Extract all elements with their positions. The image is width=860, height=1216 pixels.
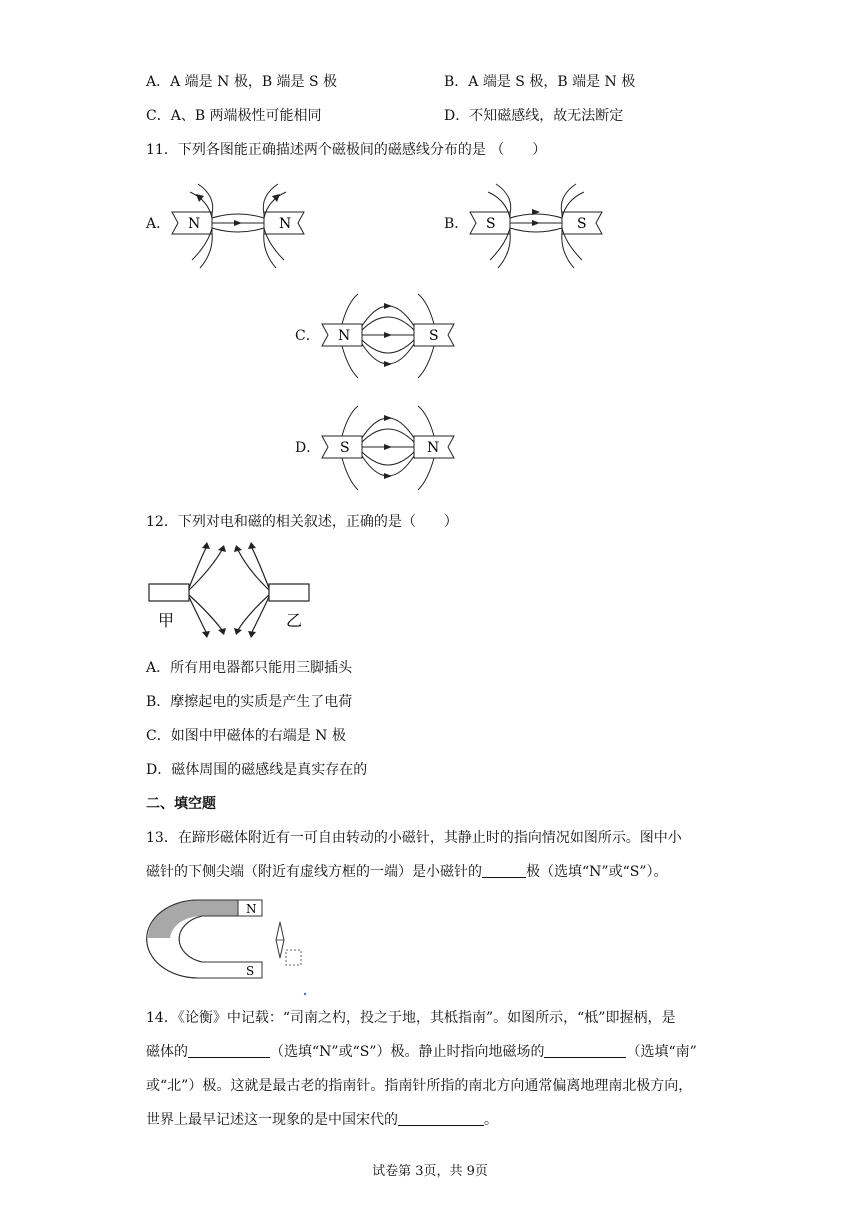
q14-answer-blank-3[interactable] — [398, 1111, 484, 1126]
q13-figure — [146, 898, 316, 998]
q12-label-jia: 甲 — [158, 611, 175, 630]
q13-line2 — [146, 862, 667, 882]
q11-c-left-pole: N — [338, 328, 351, 344]
q14-answer-blank-2[interactable] — [544, 1043, 626, 1058]
q10-option-d: D．不知磁感线，故无法断定 — [444, 108, 624, 124]
q10-option-c: C．A、B 两端极性可能相同 — [146, 108, 322, 124]
q12-figure — [146, 540, 336, 640]
q11-stem: 11．下列各图能正确描述两个磁极间的磁感线分布的是 （ ） — [146, 142, 547, 158]
q14-line2-mid: （选填“N”或“S”）极。静止时指向地磁场的 — [270, 1044, 545, 1060]
q11-d-right-pole: N — [427, 440, 440, 456]
q11-label-d: D． — [295, 440, 321, 456]
q11-label-b: B． — [444, 216, 469, 232]
q11-figure-b — [466, 178, 606, 270]
q10-option-b: B．A 端是 S 极，B 端是 N 极 — [444, 74, 636, 90]
q14-line4 — [146, 1110, 498, 1130]
page-footer: 试卷第 3页，共 9页 — [372, 1164, 488, 1179]
q11-figure-a — [168, 178, 308, 270]
q14-line3: 或“北”）极。这就是最古老的指南针。指南针所指的南北方向通常偏离地理南北极方向， — [146, 1078, 693, 1094]
q11-a-left-pole: N — [188, 216, 201, 232]
section-title: 二、填空题 — [146, 796, 216, 812]
q14-line2-post: （选填“南” — [626, 1044, 697, 1060]
q13-line1: 13．在蹄形磁体附近有一可自由转动的小磁针，其静止时的指向情况如图所示。图中小 — [146, 830, 682, 846]
q12-option-a: A．所有用电器都只能用三脚插头 — [146, 660, 353, 676]
q12-stem: 12．下列对电和磁的相关叙述，正确的是（ ） — [146, 514, 458, 530]
q12-option-b: B．摩擦起电的实质是产生了电荷 — [146, 694, 353, 710]
q11-figure-d — [318, 402, 458, 494]
q13-magnet-n: N — [246, 902, 257, 916]
q11-label-a: A． — [146, 216, 171, 232]
q11-c-right-pole: S — [429, 328, 439, 344]
q13-line2-post: 极（选填“N”或“S”）。 — [526, 864, 668, 880]
q14-answer-blank-1[interactable] — [188, 1043, 270, 1058]
q11-label-c: C． — [295, 328, 320, 344]
q12-option-c: C．如图中甲磁体的右端是 N 极 — [146, 728, 346, 744]
q14-line4-pre: 世界上最早记述这一现象的是中国宋代的 — [146, 1112, 398, 1128]
q14-line1: 14．《论衡》中记载：“司南之杓，投之于地，其柢指南”。如图所示，“柢”即握柄，是 — [146, 1010, 676, 1026]
q13-line2-pre: 磁针的下侧尖端（附近有虚线方框的一端）是小磁针的 — [146, 864, 482, 880]
q13-magnet-s: S — [246, 964, 255, 978]
q13-answer-blank[interactable] — [482, 863, 526, 878]
q11-b-left-pole: S — [486, 216, 496, 232]
q14-line2-pre: 磁体的 — [146, 1044, 188, 1060]
q14-line2 — [146, 1042, 697, 1062]
q11-a-right-pole: N — [279, 216, 292, 232]
q11-b-right-pole: S — [577, 216, 587, 232]
q11-figure-c — [318, 290, 458, 382]
q14-line4-post: 。 — [484, 1112, 498, 1128]
q10-option-a: A．A 端是 N 极，B 端是 S 极 — [146, 74, 338, 90]
q12-option-d: D．磁体周围的磁感线是真实存在的 — [146, 762, 368, 778]
q12-label-yi: 乙 — [286, 611, 303, 630]
q11-d-left-pole: S — [340, 440, 350, 456]
